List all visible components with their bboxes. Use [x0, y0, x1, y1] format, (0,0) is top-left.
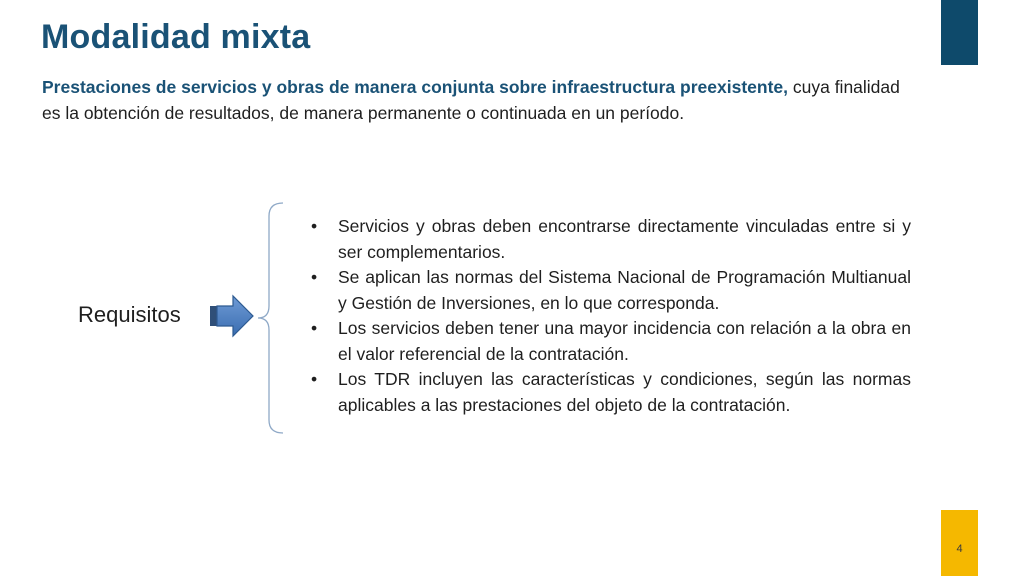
slide-subtitle — [42, 74, 902, 126]
left-curly-brace — [255, 202, 285, 436]
bullet-dot: • — [311, 267, 318, 287]
page-number-bar — [941, 510, 978, 576]
list-item — [311, 214, 911, 265]
bullet-dot: • — [311, 216, 318, 236]
requisitos-list — [311, 214, 911, 418]
subtitle-text: cuya finalidad es la obtención de resultados, de manera permanente o continuada en un período. — [42, 77, 900, 123]
slide-title: Modalidad mixta — [41, 18, 311, 56]
list-item-text: Los servicios deben tener una mayor incidencia con relación a la obra en el valor referencial de la contratación. — [338, 318, 911, 364]
subtitle-highlight: Prestaciones de servicios y obras de manera conjunta sobre infraestructura preexistente, — [42, 77, 788, 97]
bullet-dot: • — [311, 318, 318, 338]
page-number: 4 — [956, 543, 963, 555]
list-item-text: Servicios y obras deben encontrarse directamente vinculadas entre si y ser complementarios. — [338, 216, 911, 262]
top-accent-bar — [941, 0, 978, 65]
list-item — [311, 316, 911, 367]
list-item-text: Los TDR incluyen las características y condiciones, según las normas aplicables a las prestaciones del objeto de la contratación. — [338, 369, 911, 415]
list-item — [311, 367, 911, 418]
right-arrow-icon — [209, 294, 255, 338]
list-item-text: Se aplican las normas del Sistema Nacional de Programación Multianual y Gestión de Inversiones, en lo que corresponda. — [338, 267, 911, 313]
bullet-dot: • — [311, 369, 318, 389]
list-item — [311, 265, 911, 316]
requisitos-label: Requisitos — [78, 302, 181, 327]
